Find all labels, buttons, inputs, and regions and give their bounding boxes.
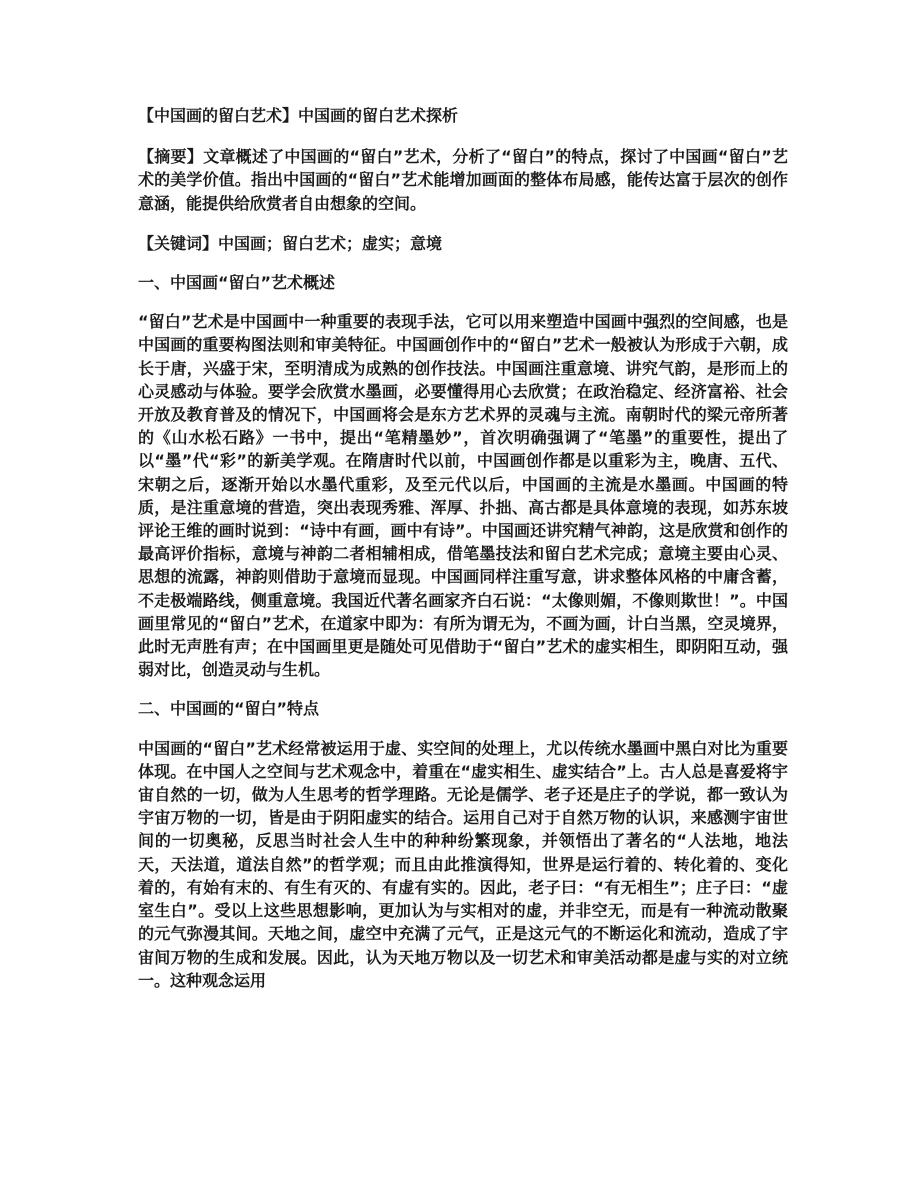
section-2-body: 中国画的“留白”艺术经常被运用于虚、实空间的处理上，尤以传统水墨画中黑白对比为重要体现。在中国人之空间与艺术观念中，着重在“虚实相生、虚实结合”上。古人总是喜爱将宇宙自然的一切，做为人生思考的哲学理路。无论是儒学、老子还是庄子的学说，都一致认为宇宙万物的一切，皆是由于阴阳虚实的结合。运用自己对于自然万物的认识，来感测宇宙世间的一切奥秘，反思当时社会人生中的种种纷繁现象，并领悟出了著名的“人法地，地法天，天法道，道法自然”的哲学观；而且由此推演得知，世界是运行着的、转化着的、变化着的，有始有末的、有生有灭的、有虚有实的。因此，老子曰：“有无相生”；庄子曰：“虚室生白”。受以上这些思想影响，更加认为与实相对的虚，并非空无，而是有一种流动散聚的元气弥漫其间。天地之间，虚空中充满了元气，正是这元气的不断运化和流动，造成了宇宙间万物的生成和发展。因此，认为天地万物以及一切艺术和审美活动都是虚与实的对立统一。这种观念运用 <box>138 738 788 990</box>
section-1-body: “留白”艺术是中国画中一种重要的表现手法，它可以用来塑造中国画中强烈的空间感，也是中国画的重要构图法则和审美特征。中国画创作中的“留白”艺术一般被认为形成于六朝，成长于唐，兴盛于宋，至明清成为成熟的创作技法。中国画注重意境、讲究气韵，是形而上的心灵感动与体验。要学会欣赏水墨画，必要懂得用心去欣赏；在政治稳定、经济富裕、社会开放及教育普及的情况下，中国画将会是东方艺术界的灵魂与主流。南朝时代的梁元帝所著的《山水松石路》一书中，提出“笔精墨妙”，首次明确强调了“笔墨”的重要性，提出了以“墨”代“彩”的新美学观。在隋唐时代以前，中国画创作都是以重彩为主，晚唐、五代、宋朝之后，逐渐开始以水墨代重彩，及至元代以后，中国画的主流是水墨画。中国画的特质，是注重意境的营造，突出表现秀雅、浑厚、扑拙、高古都是具体意境的表现，如苏东坡评论王维的画时说到：“诗中有画，画中有诗”。中国画还讲究精气神韵，这是欣赏和创作的最高评价指标，意境与神韵二者相辅相成，借笔墨技法和留白艺术完成；意境主要由心灵、思想的流露，神韵则借助于意境而显现。中国画同样注重写意，讲求整体风格的中庸含蓄，不走极端路线，侧重意境。我国近代著名画家齐白石说：“太像则媚，不像则欺世！”。中国画里常见的“留白”艺术，在道家中即为：有所为谓无为，不画为画，计白当黑，空灵境界，此时无声胜有声；在中国画里更是随处可见借助于“留白”艺术的虚实相生，即阴阳互动，强弱对比，创造灵动与生机。 <box>138 312 788 680</box>
document-title: 【中国画的留白艺术】中国画的留白艺术探析 <box>138 106 459 125</box>
section-2-heading: 二、中国画的“留白”特点 <box>138 699 320 719</box>
document-page <box>138 100 788 992</box>
section-1-heading: 一、中国画“留白”艺术概述 <box>138 273 336 293</box>
abstract-paragraph: 【摘要】文章概述了中国画的“留白”艺术，分析了“留白”的特点，探讨了中国画“留白”艺术的美学价值。指出中国画的“留白”艺术能增加画面的整体布局感，能传达富于层次的创作意涵，能提供给欣赏者自由想象的空间。 <box>138 147 788 213</box>
keywords-line: 【关键词】中国画；留白艺术；虚实；意境 <box>138 233 443 253</box>
